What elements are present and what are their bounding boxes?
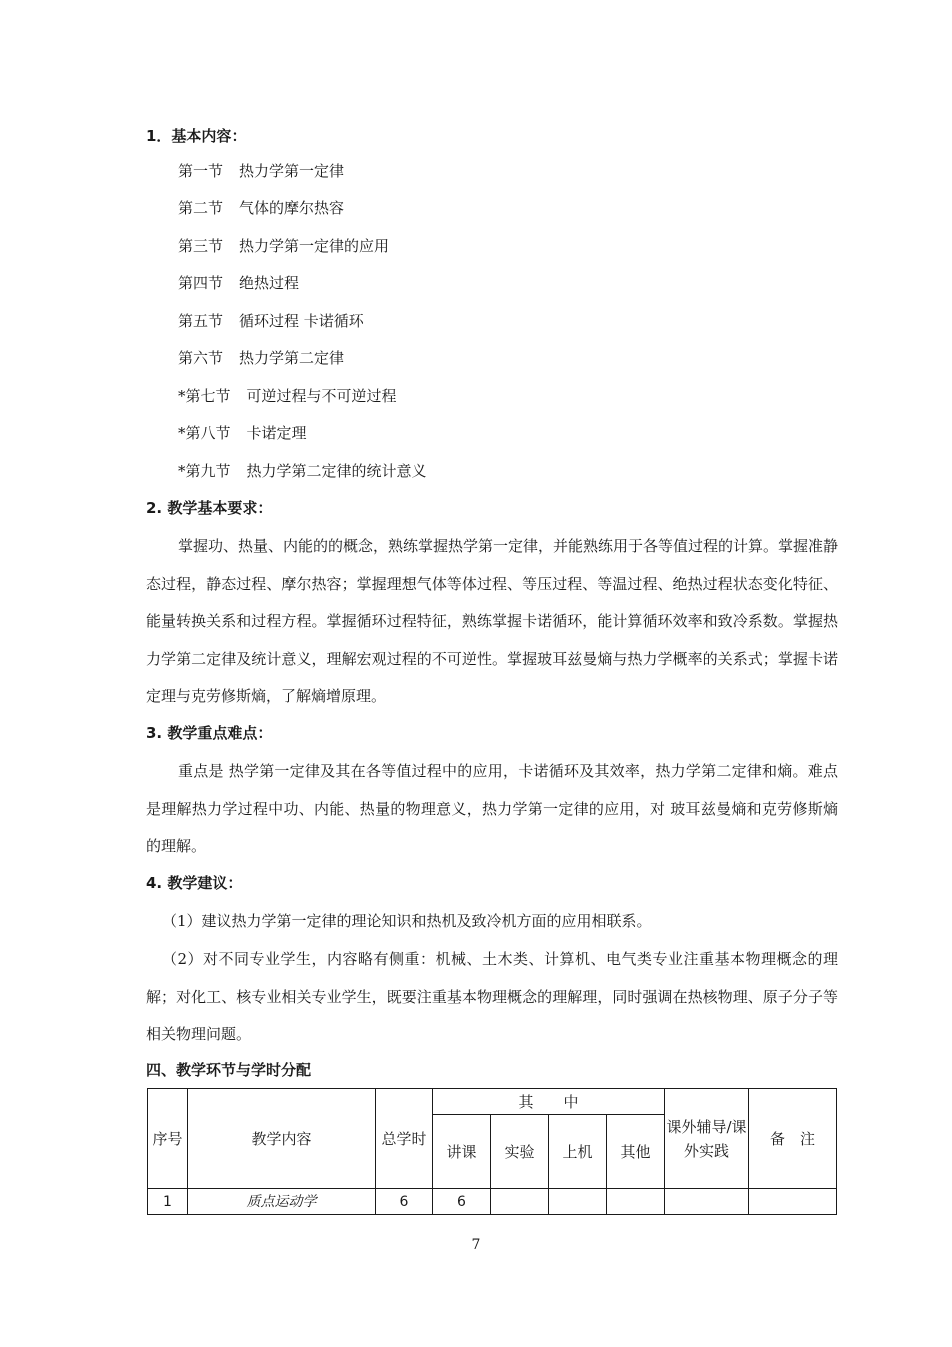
list-item: 第一节 热力学第一定律 [178, 162, 345, 180]
header-content: 教学内容 [188, 1089, 376, 1189]
cell-lecture: 6 [433, 1189, 491, 1215]
cell-total-hours: 6 [376, 1189, 433, 1215]
cell-experiment [491, 1189, 549, 1215]
section3-heading: 3. 教学重点难点： [146, 724, 273, 742]
cell-other [607, 1189, 665, 1215]
header-other: 其他 [607, 1115, 665, 1189]
table-row [148, 1189, 837, 1215]
cell-remarks [749, 1189, 837, 1215]
hours-allocation-table [147, 1088, 837, 1215]
page-number: 7 [471, 1237, 481, 1253]
section2-heading: 2. 教学基本要求： [146, 499, 273, 517]
header-computer: 上机 [549, 1115, 607, 1189]
header-total-hours: 总学时 [376, 1089, 433, 1189]
list-item: 第五节 循环过程 卡诺循环 [178, 312, 364, 330]
header-experiment: 实验 [491, 1115, 549, 1189]
header-seq: 序号 [148, 1089, 188, 1189]
section4-heading: 4. 教学建议： [146, 874, 243, 892]
section5-heading: 四、教学环节与学时分配 [146, 1061, 312, 1079]
section3-paragraph: 重点是 热学第一定律及其在各等值过程中的应用，卡诺循环及其效率，热力学第二定律和熵。难点是理解热力学过程中功、内能、热量的物理意义，热力学第一定律的应用，对 玻耳兹曼熵和克劳修斯熵的理解。 [146, 762, 838, 855]
list-item: *第九节 热力学第二定律的统计意义 [178, 462, 427, 480]
cell-computer [549, 1189, 607, 1215]
list-item: 第二节 气体的摩尔热容 [178, 199, 345, 217]
header-among: 其 中 [433, 1089, 665, 1115]
list-item: 第三节 热力学第一定律的应用 [178, 237, 390, 255]
header-lecture: 讲课 [433, 1115, 491, 1189]
list-item: *第八节 卡诺定理 [178, 424, 307, 442]
header-tutoring: 课外辅导/课外实践 [665, 1089, 749, 1189]
cell-content: 质点运动学 [188, 1189, 376, 1215]
list-item: 第六节 热力学第二定律 [178, 349, 345, 367]
header-remarks: 备 注 [749, 1089, 837, 1189]
section4-suggestion-1: （1）建议热力学第一定律的理论知识和热机及致冷机方面的应用相联系。 [162, 912, 652, 930]
cell-seq: 1 [148, 1189, 188, 1215]
section4-suggestion-2: （2）对不同专业学生，内容略有侧重：机械、土木类、计算机、电气类专业注重基本物理概念的理解；对化工、核专业相关专业学生，既要注重基本物理概念的理解理，同时强调在热核物理、原子分子等相关物理问题。 [146, 950, 838, 1043]
section1-heading: 1．基本内容： [146, 127, 247, 145]
section2-paragraph: 掌握功、热量、内能的的概念，熟练掌握热学第一定律，并能熟练用于各等值过程的计算。掌握准静态过程，静态过程、摩尔热容；掌握理想气体等体过程、等压过程、等温过程、绝热过程状态变化特征、能量转换关系和过程方程。掌握循环过程特征，熟练掌握卡诺循环，能计算循环效率和致冷系数。掌握热力学第二定律及统计意义，理解宏观过程的不可逆性。掌握玻耳兹曼熵与热力学概率的关系式；掌握卡诺定理与克劳修斯熵，了解熵增原理。 [146, 537, 839, 705]
list-item: 第四节 绝热过程 [178, 274, 300, 292]
list-item: *第七节 可逆过程与不可逆过程 [178, 387, 397, 405]
cell-tutoring [665, 1189, 749, 1215]
